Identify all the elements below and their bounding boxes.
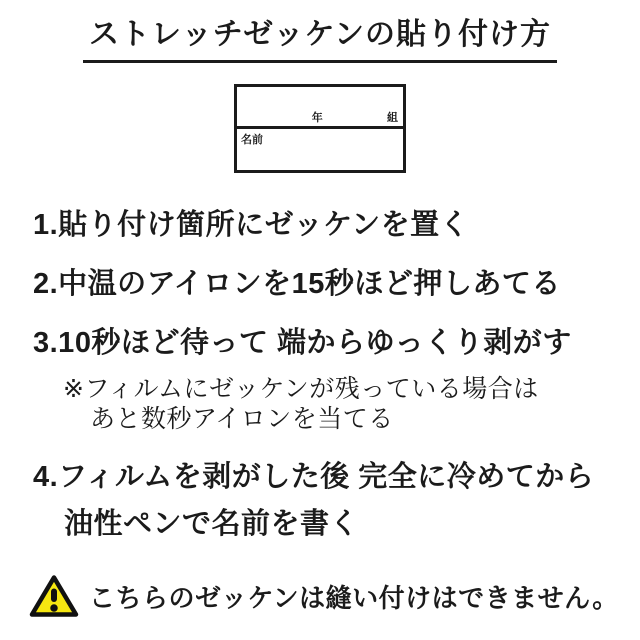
step-3: 3.10秒ほど待って 端からゆっくり剥がす	[33, 327, 572, 359]
warning-text: こちらのゼッケンは縫い付けはできません。	[89, 582, 619, 613]
warning-exclamation-dot	[50, 604, 58, 612]
step-4-line-2: 油性ペンで名前を書く	[64, 508, 360, 540]
warning-triangle-icon	[28, 572, 80, 620]
bib-class-label: 組	[387, 111, 398, 124]
note-line-1: ※フィルムにゼッケンが残っている場合は	[63, 375, 539, 403]
bib-top-section	[237, 87, 403, 129]
step-1: 1.貼り付け箇所にゼッケンを置く	[33, 209, 470, 241]
step-2: 2.中温のアイロンを15秒ほど押しあてる	[33, 268, 561, 300]
step-4	[33, 461, 640, 541]
page-title: ストレッチゼッケンの貼り付け方	[83, 16, 557, 63]
bib-diagram	[234, 84, 406, 173]
bib-name-section	[237, 129, 403, 171]
note-line-2: あと数秒アイロンを当てる	[90, 405, 394, 433]
bib-name-label: 名前	[241, 133, 263, 146]
step-4-line-1: 4.フィルムを剥がした後 完全に冷めてから	[33, 461, 595, 493]
note	[63, 374, 640, 434]
warning-exclamation-bar	[51, 589, 57, 603]
steps-list	[33, 209, 640, 541]
title-wrap	[0, 16, 640, 63]
warning-row	[28, 572, 640, 620]
bib-year-label: 年	[311, 111, 323, 124]
